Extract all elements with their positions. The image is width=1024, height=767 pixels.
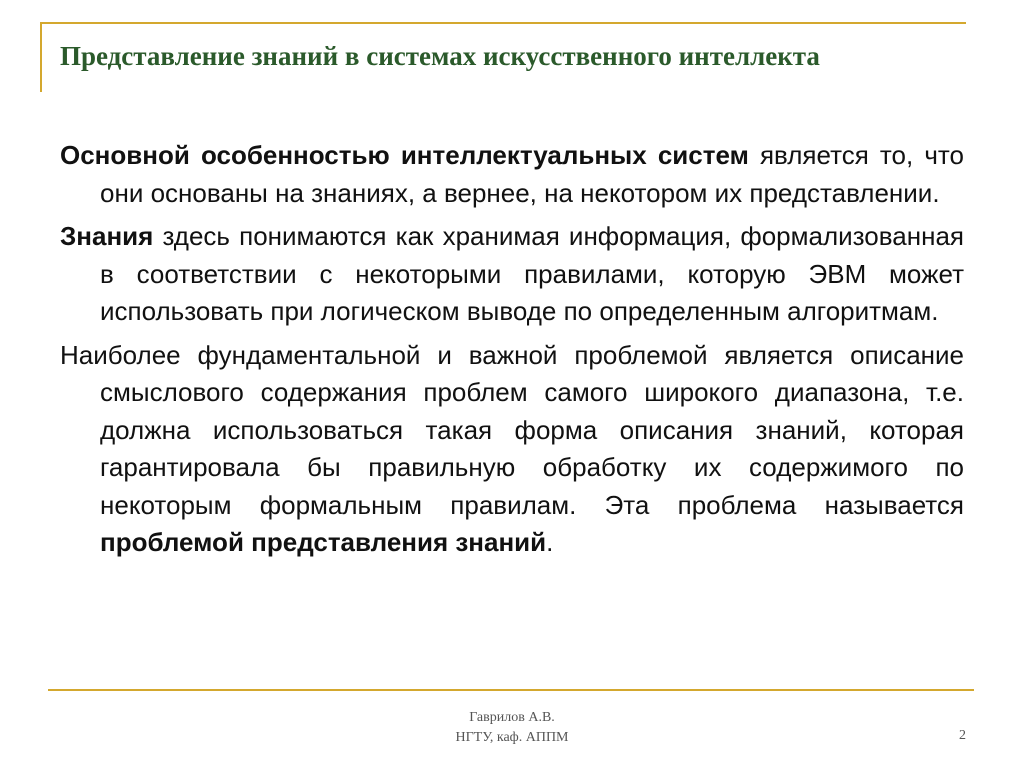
title-side-divider bbox=[40, 22, 42, 92]
slide-title: Представление знаний в системах искусственного интеллекта bbox=[60, 41, 820, 71]
paragraph-3-text: Наиболее фундаментальной и важной проблемой является описание смыслового содержания проблем самого широкого диапазона, т.е. должна использоваться такая форма описания знаний, которая гарантировала бы правильную обработку их содержимого по некоторым формальным правилам. Эта проблема называется bbox=[60, 339, 964, 520]
paragraph-2-text: здесь понимаются как хранимая информация, формализованная в соответствии с некоторыми правилами, которую ЭВМ может использовать при логическом выводе по определенным алгоритмам. bbox=[100, 221, 964, 326]
page-number: 2 bbox=[959, 728, 966, 743]
paragraph-1-text: является то, что они основаны на знаниях, а вернее, на некотором их представлении. bbox=[100, 140, 964, 208]
paragraph-1-bold-lead: Основной особенностью интеллектуальных систем bbox=[60, 140, 749, 170]
paragraph-2 bbox=[60, 218, 964, 331]
paragraph-3 bbox=[60, 337, 964, 562]
paragraph-2-bold-lead: Знания bbox=[60, 221, 154, 251]
footer-author: Гаврилов А.В. bbox=[469, 710, 555, 725]
slide-body bbox=[60, 137, 964, 568]
paragraph-3-period: . bbox=[546, 527, 554, 557]
paragraph-3-bold-term: проблемой представления знаний bbox=[100, 527, 547, 557]
bottom-divider bbox=[48, 689, 974, 691]
paragraph-1 bbox=[60, 137, 964, 212]
footer-affiliation: НГТУ, каф. АППМ bbox=[455, 730, 569, 745]
footer bbox=[0, 708, 1024, 748]
top-divider bbox=[40, 22, 966, 24]
